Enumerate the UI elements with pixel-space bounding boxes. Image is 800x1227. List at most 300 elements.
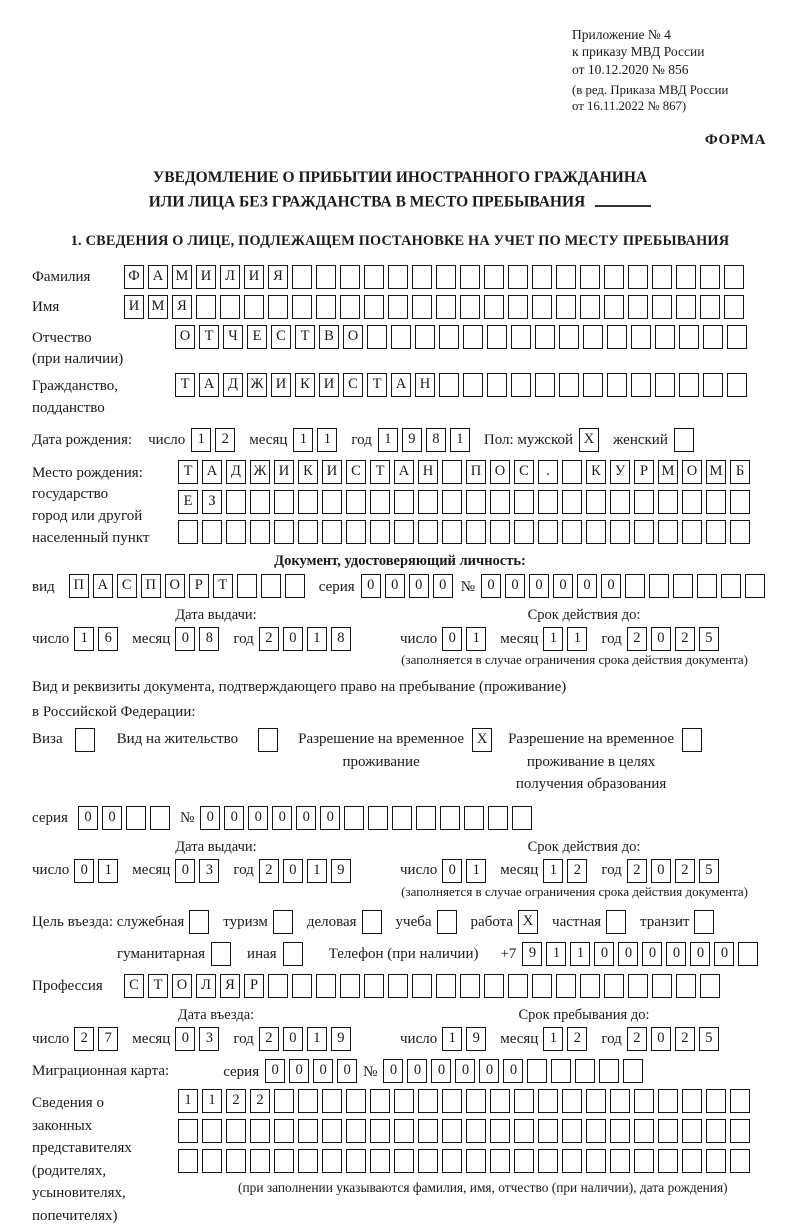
stay-month-boxes[interactable] [543,1027,591,1051]
char-cell[interactable] [202,520,222,544]
char-cell[interactable] [682,728,702,752]
char-cell[interactable]: 2 [250,1089,270,1113]
purpose-official-checkbox[interactable] [189,910,213,934]
char-cell[interactable]: Д [223,373,243,397]
char-cell[interactable] [634,490,654,514]
char-cell[interactable]: 0 [479,1059,499,1083]
char-cell[interactable]: Т [213,574,233,598]
char-cell[interactable] [538,1149,558,1173]
citizenship-boxes[interactable] [175,373,751,397]
char-cell[interactable] [484,295,504,319]
char-cell[interactable] [607,325,627,349]
char-cell[interactable] [261,574,281,598]
char-cell[interactable] [250,520,270,544]
stay-day-boxes[interactable] [442,1027,490,1051]
char-cell[interactable] [610,1089,630,1113]
char-cell[interactable] [658,490,678,514]
char-cell[interactable]: 2 [215,428,235,452]
char-cell[interactable] [727,373,747,397]
char-cell[interactable]: 1 [307,859,327,883]
char-cell[interactable]: 0 [272,806,292,830]
char-cell[interactable]: Р [244,974,264,998]
permit-issue-month-boxes[interactable] [175,859,223,883]
char-cell[interactable] [682,1149,702,1173]
char-cell[interactable] [202,1149,222,1173]
char-cell[interactable] [484,265,504,289]
char-cell[interactable] [442,1089,462,1113]
char-cell[interactable] [551,1059,571,1083]
entry-year-boxes[interactable] [259,1027,355,1051]
char-cell[interactable] [538,490,558,514]
char-cell[interactable]: 0 [383,1059,403,1083]
char-cell[interactable] [298,1149,318,1173]
char-cell[interactable]: Р [634,460,654,484]
char-cell[interactable] [285,574,305,598]
char-cell[interactable] [226,520,246,544]
char-cell[interactable]: П [69,574,89,598]
char-cell[interactable] [580,974,600,998]
char-cell[interactable] [436,974,456,998]
doc-issue-month-boxes[interactable] [175,627,223,651]
char-cell[interactable] [706,1119,726,1143]
given-name-boxes[interactable] [124,295,748,319]
char-cell[interactable]: 1 [466,859,486,883]
char-cell[interactable]: Ч [223,325,243,349]
char-cell[interactable] [268,974,288,998]
char-cell[interactable]: X [472,728,492,752]
char-cell[interactable]: 2 [675,859,695,883]
char-cell[interactable] [730,1119,750,1143]
char-cell[interactable] [322,1089,342,1113]
char-cell[interactable] [586,1149,606,1173]
char-cell[interactable] [273,910,293,934]
char-cell[interactable] [512,806,532,830]
char-cell[interactable]: 2 [567,1027,587,1051]
char-cell[interactable] [631,325,651,349]
char-cell[interactable]: 1 [307,1027,327,1051]
char-cell[interactable] [655,325,675,349]
char-cell[interactable] [535,373,555,397]
char-cell[interactable]: 0 [78,806,98,830]
char-cell[interactable] [583,325,603,349]
purpose-private-checkbox[interactable] [606,910,630,934]
char-cell[interactable] [562,460,582,484]
char-cell[interactable]: 2 [567,859,587,883]
char-cell[interactable]: С [117,574,137,598]
char-cell[interactable] [292,265,312,289]
char-cell[interactable] [466,520,486,544]
char-cell[interactable] [322,490,342,514]
char-cell[interactable]: И [274,460,294,484]
char-cell[interactable]: Т [175,373,195,397]
char-cell[interactable]: . [538,460,558,484]
char-cell[interactable]: 5 [699,859,719,883]
char-cell[interactable]: 3 [199,859,219,883]
char-cell[interactable] [370,490,390,514]
char-cell[interactable] [388,265,408,289]
char-cell[interactable]: 0 [553,574,573,598]
char-cell[interactable] [673,574,693,598]
char-cell[interactable]: 3 [199,1027,219,1051]
doc-number-boxes[interactable] [481,574,769,598]
char-cell[interactable] [362,910,382,934]
char-cell[interactable] [721,574,741,598]
char-cell[interactable]: 0 [577,574,597,598]
char-cell[interactable]: И [319,373,339,397]
char-cell[interactable] [655,373,675,397]
char-cell[interactable]: 0 [313,1059,333,1083]
char-cell[interactable] [606,910,626,934]
char-cell[interactable]: С [124,974,144,998]
birth-day-boxes[interactable] [191,428,239,452]
char-cell[interactable]: 1 [307,627,327,651]
char-cell[interactable] [460,295,480,319]
char-cell[interactable]: С [343,373,363,397]
char-cell[interactable] [292,974,312,998]
char-cell[interactable] [463,325,483,349]
char-cell[interactable] [346,520,366,544]
permit-issue-day-boxes[interactable] [74,859,122,883]
char-cell[interactable]: 2 [627,627,647,651]
char-cell[interactable]: 1 [466,627,486,651]
char-cell[interactable] [484,974,504,998]
char-cell[interactable] [394,1089,414,1113]
char-cell[interactable]: С [346,460,366,484]
char-cell[interactable]: К [586,460,606,484]
char-cell[interactable] [490,520,510,544]
char-cell[interactable]: 6 [98,627,118,651]
char-cell[interactable] [316,265,336,289]
char-cell[interactable] [658,520,678,544]
char-cell[interactable] [586,1089,606,1113]
gender-male-checkbox[interactable] [579,428,603,452]
char-cell[interactable]: Я [220,974,240,998]
char-cell[interactable] [652,265,672,289]
char-cell[interactable] [370,520,390,544]
char-cell[interactable] [394,1149,414,1173]
char-cell[interactable] [416,806,436,830]
char-cell[interactable]: К [295,373,315,397]
char-cell[interactable]: 0 [714,942,734,966]
char-cell[interactable]: 0 [337,1059,357,1083]
char-cell[interactable] [196,295,216,319]
permit-series-boxes[interactable] [78,806,174,830]
char-cell[interactable] [682,520,702,544]
patronymic-boxes[interactable] [175,325,751,349]
char-cell[interactable] [388,295,408,319]
char-cell[interactable]: М [706,460,726,484]
char-cell[interactable] [706,520,726,544]
char-cell[interactable] [344,806,364,830]
char-cell[interactable] [226,1149,246,1173]
char-cell[interactable]: Т [370,460,390,484]
birthplace-row1-boxes[interactable] [178,460,754,484]
char-cell[interactable]: 0 [224,806,244,830]
char-cell[interactable] [610,490,630,514]
legal-reps-row3-boxes[interactable] [178,1149,754,1173]
char-cell[interactable]: О [172,974,192,998]
char-cell[interactable] [274,1119,294,1143]
char-cell[interactable] [412,295,432,319]
char-cell[interactable]: И [124,295,144,319]
char-cell[interactable] [258,728,278,752]
char-cell[interactable] [538,1089,558,1113]
char-cell[interactable] [490,1089,510,1113]
char-cell[interactable] [562,1089,582,1113]
purpose-other-checkbox[interactable] [283,942,307,966]
char-cell[interactable]: 0 [74,859,94,883]
migcard-series-boxes[interactable] [265,1059,361,1083]
char-cell[interactable]: 0 [505,574,525,598]
char-cell[interactable]: З [202,490,222,514]
char-cell[interactable] [388,974,408,998]
char-cell[interactable]: 8 [426,428,446,452]
char-cell[interactable]: 2 [675,1027,695,1051]
char-cell[interactable]: 0 [601,574,621,598]
char-cell[interactable] [727,325,747,349]
char-cell[interactable] [316,974,336,998]
char-cell[interactable] [562,1149,582,1173]
char-cell[interactable] [679,373,699,397]
char-cell[interactable] [460,974,480,998]
legal-reps-row1-boxes[interactable] [178,1089,754,1113]
char-cell[interactable]: Я [172,295,192,319]
char-cell[interactable]: Т [199,325,219,349]
char-cell[interactable]: 2 [627,859,647,883]
char-cell[interactable]: О [490,460,510,484]
char-cell[interactable] [724,265,744,289]
char-cell[interactable]: Н [418,460,438,484]
char-cell[interactable] [532,974,552,998]
char-cell[interactable] [298,520,318,544]
char-cell[interactable]: И [322,460,342,484]
char-cell[interactable] [610,1149,630,1173]
char-cell[interactable]: 0 [431,1059,451,1083]
birthplace-row2-boxes[interactable] [178,490,754,514]
char-cell[interactable] [418,1089,438,1113]
permit-expiry-month-boxes[interactable] [543,859,591,883]
char-cell[interactable]: Я [268,265,288,289]
char-cell[interactable]: 0 [409,574,429,598]
char-cell[interactable]: 0 [102,806,122,830]
char-cell[interactable]: Р [189,574,209,598]
char-cell[interactable]: У [610,460,630,484]
char-cell[interactable] [628,265,648,289]
char-cell[interactable] [418,520,438,544]
char-cell[interactable] [604,974,624,998]
char-cell[interactable] [676,265,696,289]
char-cell[interactable] [532,265,552,289]
char-cell[interactable] [514,1089,534,1113]
char-cell[interactable]: 9 [331,859,351,883]
char-cell[interactable] [439,325,459,349]
char-cell[interactable]: 1 [546,942,566,966]
char-cell[interactable] [298,490,318,514]
char-cell[interactable] [439,373,459,397]
char-cell[interactable] [442,460,462,484]
char-cell[interactable] [394,1119,414,1143]
char-cell[interactable] [274,520,294,544]
char-cell[interactable]: А [199,373,219,397]
char-cell[interactable] [535,325,555,349]
purpose-tourism-checkbox[interactable] [273,910,297,934]
char-cell[interactable]: М [658,460,678,484]
char-cell[interactable]: 0 [283,627,303,651]
permit-expiry-year-boxes[interactable] [627,859,723,883]
purpose-transit-checkbox[interactable] [694,910,718,934]
char-cell[interactable] [697,574,717,598]
char-cell[interactable] [412,265,432,289]
char-cell[interactable] [464,806,484,830]
char-cell[interactable]: О [175,325,195,349]
char-cell[interactable] [556,265,576,289]
char-cell[interactable] [126,806,146,830]
char-cell[interactable] [466,1119,486,1143]
char-cell[interactable] [322,520,342,544]
char-cell[interactable] [391,325,411,349]
char-cell[interactable] [466,490,486,514]
char-cell[interactable] [466,1149,486,1173]
char-cell[interactable]: 1 [442,1027,462,1051]
char-cell[interactable] [440,806,460,830]
char-cell[interactable] [412,974,432,998]
char-cell[interactable]: 1 [202,1089,222,1113]
char-cell[interactable] [604,265,624,289]
char-cell[interactable]: 0 [503,1059,523,1083]
char-cell[interactable] [610,520,630,544]
char-cell[interactable]: 0 [175,627,195,651]
char-cell[interactable]: 0 [248,806,268,830]
purpose-business-checkbox[interactable] [362,910,386,934]
char-cell[interactable] [628,974,648,998]
char-cell[interactable]: 8 [331,627,351,651]
char-cell[interactable]: Т [178,460,198,484]
char-cell[interactable] [634,1089,654,1113]
char-cell[interactable]: 0 [433,574,453,598]
char-cell[interactable] [703,373,723,397]
char-cell[interactable] [556,974,576,998]
char-cell[interactable]: 9 [522,942,542,966]
char-cell[interactable] [738,942,758,966]
char-cell[interactable] [274,1089,294,1113]
char-cell[interactable]: 0 [442,627,462,651]
char-cell[interactable]: И [271,373,291,397]
char-cell[interactable] [730,1149,750,1173]
purpose-study-checkbox[interactable] [437,910,461,934]
char-cell[interactable]: 7 [98,1027,118,1051]
permit-issue-year-boxes[interactable] [259,859,355,883]
char-cell[interactable] [538,520,558,544]
char-cell[interactable] [583,373,603,397]
char-cell[interactable]: 0 [481,574,501,598]
char-cell[interactable] [250,1149,270,1173]
char-cell[interactable] [676,974,696,998]
char-cell[interactable] [292,295,312,319]
char-cell[interactable] [562,1119,582,1143]
char-cell[interactable] [676,295,696,319]
char-cell[interactable]: Е [178,490,198,514]
char-cell[interactable]: 0 [175,1027,195,1051]
doc-expiry-year-boxes[interactable] [627,627,723,651]
char-cell[interactable] [538,1119,558,1143]
char-cell[interactable]: К [298,460,318,484]
legal-reps-row2-boxes[interactable] [178,1119,754,1143]
char-cell[interactable] [226,490,246,514]
char-cell[interactable] [679,325,699,349]
char-cell[interactable] [532,295,552,319]
char-cell[interactable]: 0 [289,1059,309,1083]
char-cell[interactable]: 1 [567,627,587,651]
char-cell[interactable] [634,1119,654,1143]
visa-checkbox[interactable] [67,728,99,752]
char-cell[interactable]: 1 [543,627,563,651]
char-cell[interactable] [370,1119,390,1143]
char-cell[interactable]: 2 [259,1027,279,1051]
char-cell[interactable] [226,1119,246,1143]
char-cell[interactable]: 0 [200,806,220,830]
char-cell[interactable] [316,295,336,319]
char-cell[interactable] [706,1089,726,1113]
doc-expiry-day-boxes[interactable] [442,627,490,651]
char-cell[interactable] [370,1089,390,1113]
char-cell[interactable] [442,1149,462,1173]
birth-year-boxes[interactable] [378,428,474,452]
char-cell[interactable]: 5 [699,1027,719,1051]
birthplace-row3-boxes[interactable] [178,520,754,544]
char-cell[interactable] [586,1119,606,1143]
char-cell[interactable] [625,574,645,598]
char-cell[interactable]: 2 [627,1027,647,1051]
char-cell[interactable]: 1 [317,428,337,452]
char-cell[interactable]: X [518,910,538,934]
char-cell[interactable] [150,806,170,830]
char-cell[interactable] [487,373,507,397]
char-cell[interactable]: А [93,574,113,598]
char-cell[interactable] [658,1119,678,1143]
profession-boxes[interactable] [124,974,724,998]
char-cell[interactable] [364,974,384,998]
char-cell[interactable] [703,325,723,349]
char-cell[interactable]: Т [148,974,168,998]
char-cell[interactable] [437,910,457,934]
char-cell[interactable] [202,1119,222,1143]
temp-residence-checkbox[interactable] [464,728,496,752]
char-cell[interactable] [604,295,624,319]
char-cell[interactable] [514,1149,534,1173]
char-cell[interactable]: И [196,265,216,289]
char-cell[interactable]: 2 [226,1089,246,1113]
char-cell[interactable] [623,1059,643,1083]
char-cell[interactable] [211,942,231,966]
char-cell[interactable] [368,806,388,830]
char-cell[interactable] [514,490,534,514]
char-cell[interactable] [700,295,720,319]
char-cell[interactable]: 1 [74,627,94,651]
char-cell[interactable]: А [202,460,222,484]
char-cell[interactable] [340,974,360,998]
char-cell[interactable] [490,1149,510,1173]
char-cell[interactable]: 1 [570,942,590,966]
char-cell[interactable] [346,1119,366,1143]
char-cell[interactable] [274,1149,294,1173]
char-cell[interactable] [652,974,672,998]
char-cell[interactable]: 0 [594,942,614,966]
char-cell[interactable] [508,974,528,998]
char-cell[interactable] [508,265,528,289]
char-cell[interactable] [442,1119,462,1143]
char-cell[interactable] [730,1089,750,1113]
char-cell[interactable]: 0 [296,806,316,830]
